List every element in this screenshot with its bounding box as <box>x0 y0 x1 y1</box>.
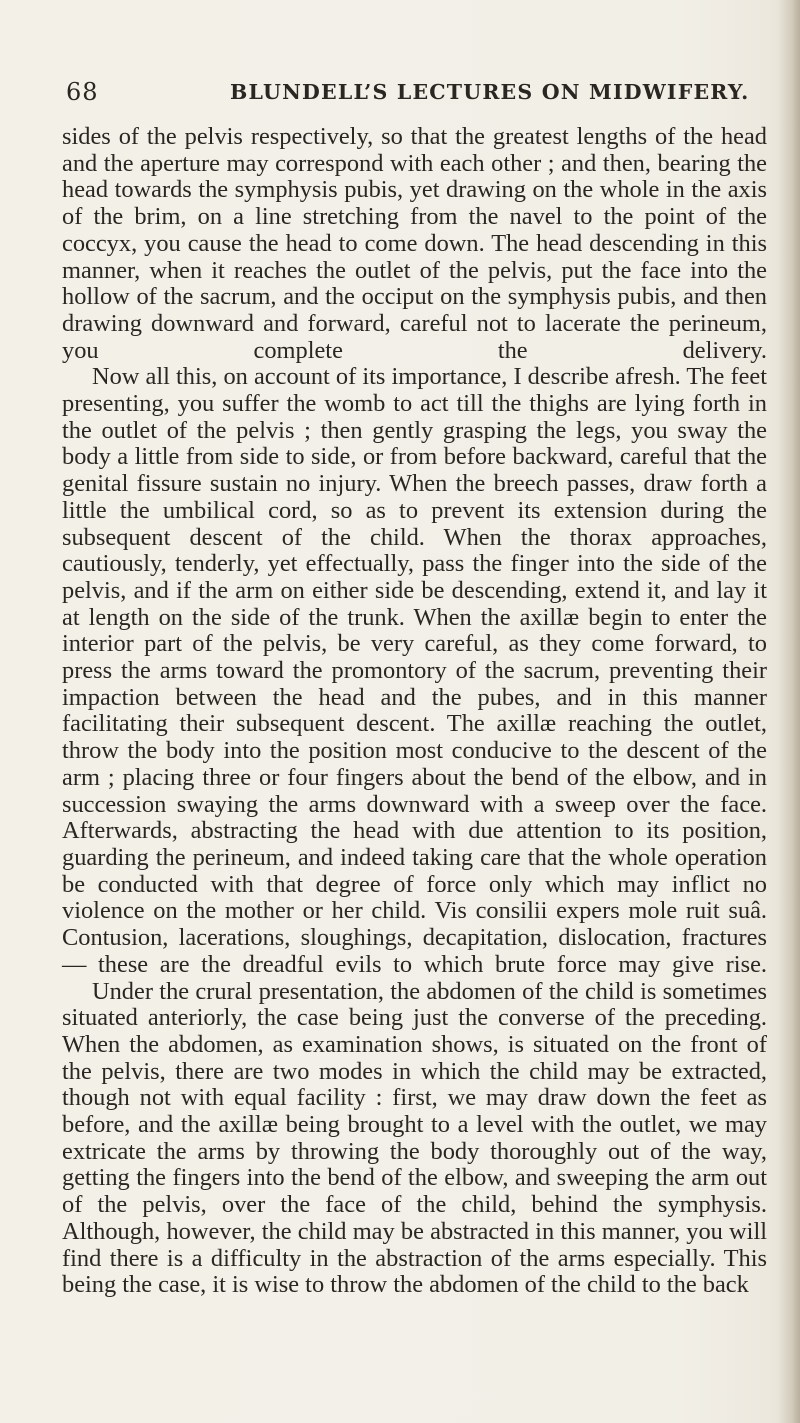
paragraph: sides of the pelvis respectively, so that the greatest lengths of the head and the aperture may correspond with each other ; and then, bearing the head towards the symphysis pubis, yet drawing on the whole in the axis of the brim, on a line stretching from the navel to the point of the coccyx, you cause the head to come down. The head descending in this manner, when it reaches the outlet of the pelvis, put the face into the hollow of the sacrum, and the occiput on the symphysis pubis, and then drawing downward and forward, careful not to lacerate the perineum, you complete the delivery. <box>62 123 767 364</box>
page-number: 68 <box>66 78 99 106</box>
page-edge-shadow <box>778 0 800 1423</box>
page-header <box>66 78 766 108</box>
running-head: BLUNDELL’S LECTURES ON MIDWIFERY. <box>230 80 750 104</box>
body-text <box>62 124 767 1299</box>
paragraph: Under the crural presentation, the abdomen of the child is sometimes situated anteriorly, the case being just the converse of the preceding. When the abdomen, as examination shows, is situated on the front of the pelvis, there are two modes in which the child may be extracted, though not with equal facility : first, we may draw down the feet as before, and the axillæ being brought to a level with the outlet, we may extricate the arms by throwing the body thoroughly out of the way, getting the fingers into the bend of the elbow, and sweeping the arm out of the pelvis, over the face of the child, behind the symphysis. Although, however, the child may be abstracted in this manner, you will find there is a difficulty in the abstraction of the arms especially. This being the case, it is wise to throw the abdomen of the child to the back <box>62 977 767 1299</box>
paragraph: Now all this, on account of its importance, I describe afresh. The feet presenting, you suffer the womb to act till the thighs are lying forth in the outlet of the pelvis ; then gently grasping the legs, you sway the body a little from side to side, or from before backward, careful that the genital fissure sustain no injury. When the breech passes, draw forth a little the umbilical cord, so as to prevent its extension during the subsequent descent of the child. When the thorax approaches, cautiously, tenderly, yet effectually, pass the finger into the side of the pelvis, and if the arm on either side be descending, extend it, and lay it at length on the side of the trunk. When the axillæ begin to enter the interior part of the pelvis, be very careful, as they come forward, to press the arms toward the promontory of the sacrum, preventing their impaction between the head and the pubes, and in this manner facilitating their subsequent descent. The axillæ reaching the outlet, throw the body into the position most conducive to the descent of the arm ; placing three or four fingers about the bend of the elbow, and in succession swaying the arms downward with a sweep over the face. Afterwards, abstracting the head with due attention to its position, guarding the perineum, and indeed taking care that the whole operation be conducted with that degree of force only which may inflict no violence on the mother or her child. Vis consilii expers mole ruit suâ. Contusion, lacerations, sloughings, decapitation, dislocation, fractures — these are the dreadful evils to which brute force may give rise. <box>62 363 767 978</box>
